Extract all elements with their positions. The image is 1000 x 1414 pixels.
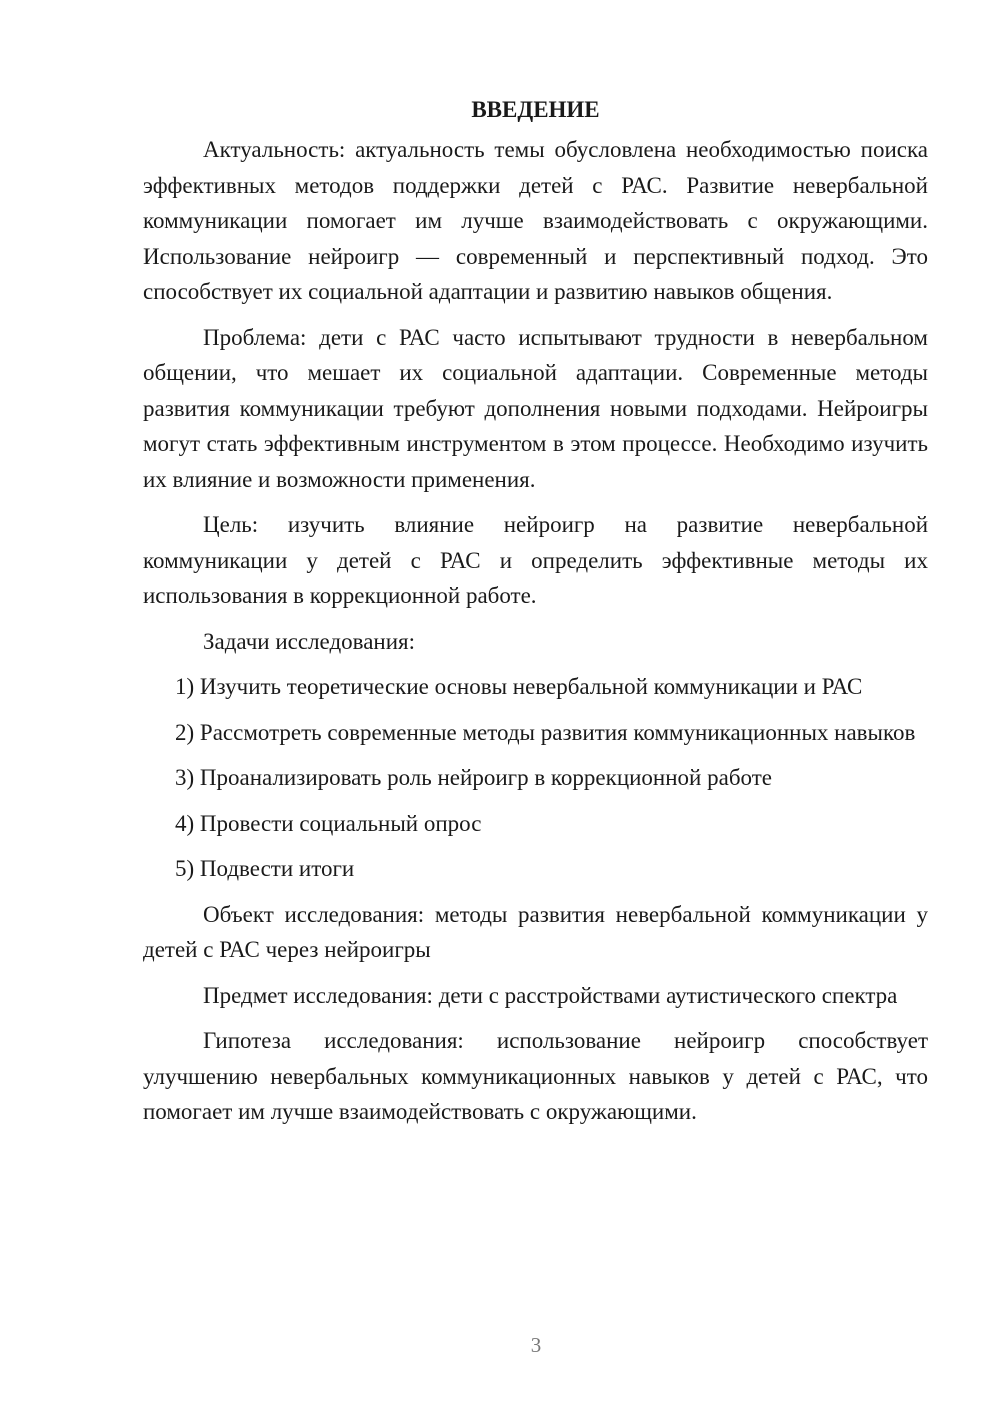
page-number: 3 [530,1333,542,1357]
tasks-heading: Задачи исследования: [203,628,416,654]
task-item-5: 5) Подвести итоги [175,856,355,881]
page-title: ВВЕДЕНИЕ [471,97,600,122]
problem-paragraph: Проблема: дети с РАС часто испытывают трудности в невербальном общении, что мешает их социальной адаптации. Современные методы развития коммуникации требуют дополнения новыми подходами. Нейроигры могут стать эффективным инструментом в этом процессе. Необходимо изучить их влияние и возможности применения. [143,324,928,492]
task-item-3: 3) Проанализировать роль нейроигр в коррекционной работе [175,765,772,790]
task-item-2: 2) Рассмотреть современные методы развития коммуникационных навыков [175,719,916,745]
page-content [143,92,928,1130]
subject-paragraph: Предмет исследования: дети с расстройствами аутистического спектра [203,982,898,1008]
hypothesis-paragraph: Гипотеза исследования: использование нейроигр способствует улучшению невербальных коммуникационных навыков у детей с РАС, что помогает им лучше взаимодействовать с окружающими. [143,1028,928,1124]
object-paragraph: Объект исследования: методы развития невербальной коммуникации у детей с РАС через нейроигры [143,901,928,962]
relevance-paragraph: Актуальность: актуальность темы обусловлена необходимостью поиска эффективных методов поддержки детей с РАС. Развитие невербальной коммуникации помогает им лучше взаимодействовать с окружающими. Использование нейроигр — современный и перспективный подход. Это способствует их социальной адаптации и развитию навыков общения. [143,137,928,304]
task-item-1: 1) Изучить теоретические основы невербальной коммуникации и РАС [175,674,863,699]
task-item-4: 4) Провести социальный опрос [175,810,482,836]
goal-paragraph: Цель: изучить влияние нейроигр на развитие невербальной коммуникации у детей с РАС и определить эффективные методы их использования в коррекционной работе. [143,512,928,608]
